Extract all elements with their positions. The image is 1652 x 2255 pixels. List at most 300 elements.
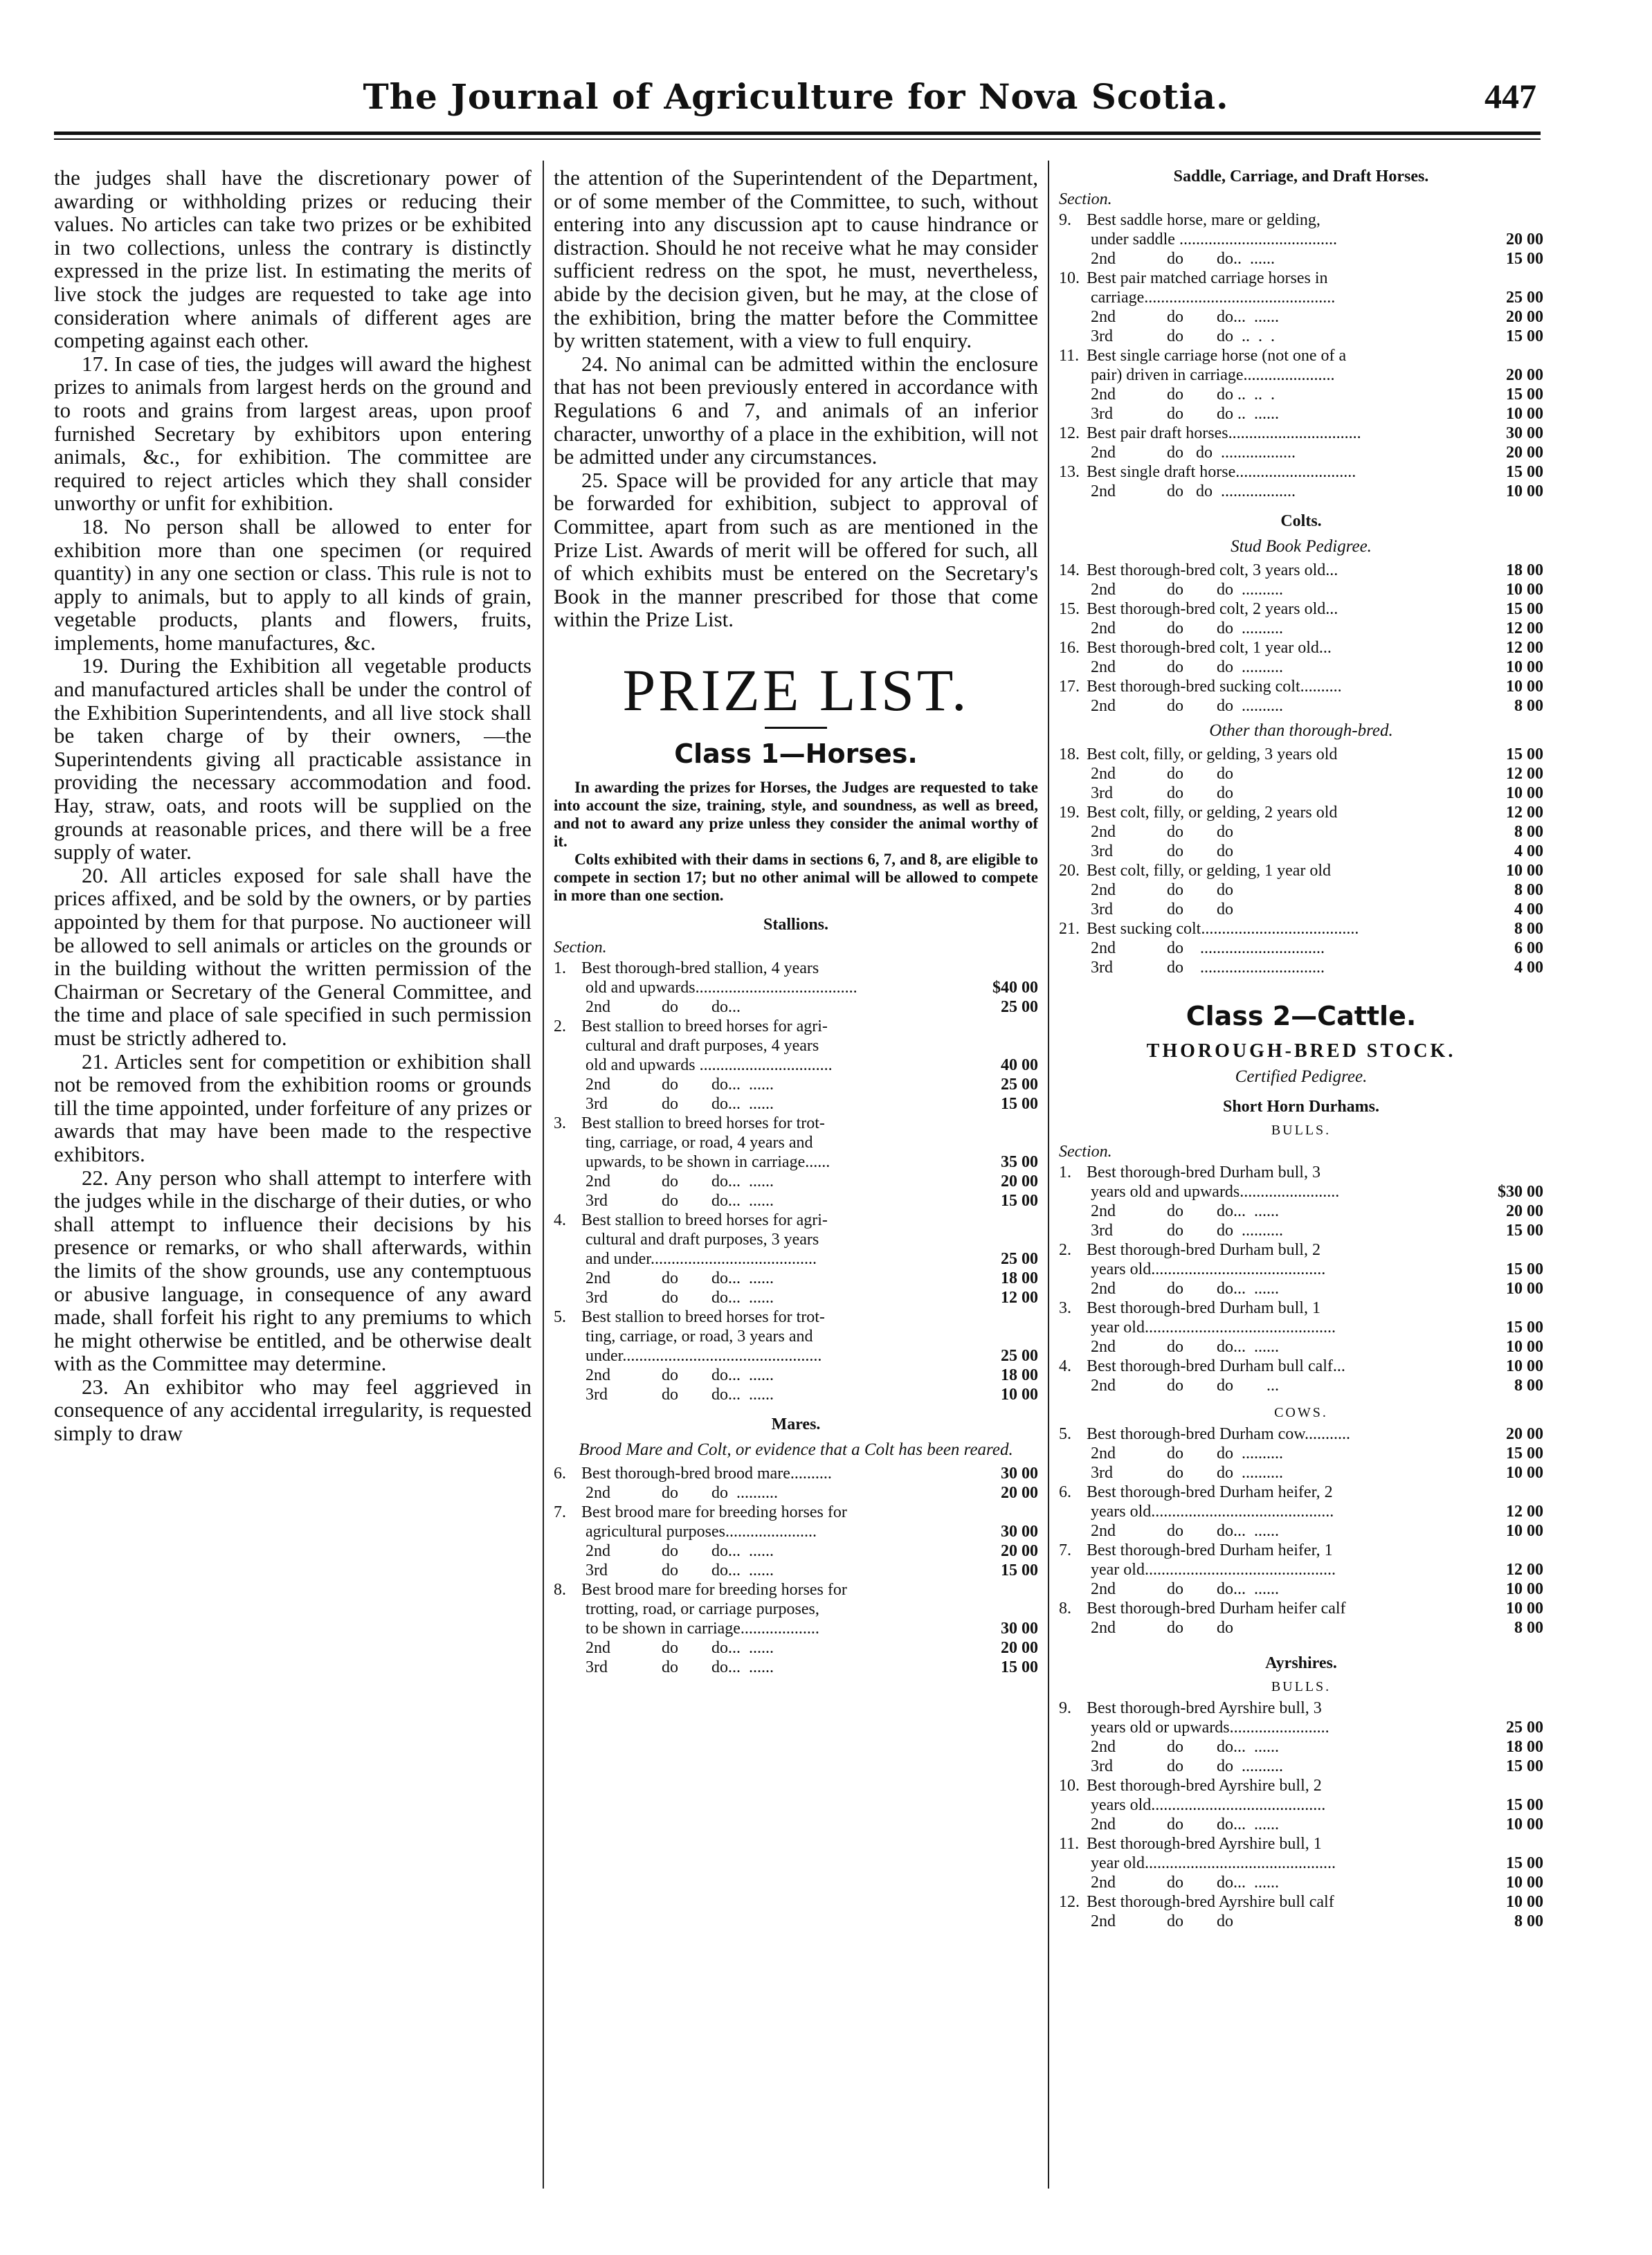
ditto-marks: do do .......... bbox=[1167, 1445, 1283, 1462]
ditto-marks: do do... ...... bbox=[662, 1075, 774, 1094]
journal-title: The Journal of Agriculture for Nova Scotia. bbox=[363, 76, 1229, 117]
entry-description: to be shown in carriage................... bbox=[586, 1619, 819, 1638]
section-number: 20. bbox=[1059, 862, 1080, 880]
prize-entry bbox=[554, 1580, 1038, 1677]
sub-prize-line bbox=[1059, 939, 1543, 958]
sub-prize-line bbox=[554, 1075, 1038, 1094]
entry-line bbox=[1059, 1318, 1543, 1337]
section-number: 11. bbox=[1059, 1835, 1080, 1853]
caps-heading: BULLS. bbox=[1271, 1679, 1332, 1694]
entry-description: Best stallion to breed horses for agri- bbox=[581, 1017, 828, 1035]
sub-prize-line bbox=[554, 1191, 1038, 1211]
entry-line bbox=[1059, 1483, 1543, 1502]
entry-description: Best thorough-bred Durham heifer, 1 bbox=[1087, 1541, 1333, 1559]
entry-line bbox=[1059, 269, 1543, 288]
prize-amount: 8 00 bbox=[1514, 1912, 1543, 1930]
prize-amount: 35 00 bbox=[1001, 1152, 1038, 1171]
entry-description: Best saddle horse, mare or gelding, bbox=[1087, 211, 1320, 229]
subsection-heading: Stallions. bbox=[763, 915, 829, 934]
entry-line bbox=[1059, 638, 1543, 658]
prize-amount: 15 00 bbox=[1506, 1445, 1543, 1462]
subsection-italic: Other than thorough-bred. bbox=[1209, 721, 1393, 740]
prize-entry bbox=[554, 1307, 1038, 1404]
sub-prize-line bbox=[1059, 1376, 1543, 1395]
prize-entry bbox=[1059, 803, 1543, 861]
sub-prize-line bbox=[1059, 822, 1543, 842]
entry-line bbox=[1059, 1560, 1543, 1579]
prize-entry bbox=[1059, 561, 1543, 599]
sub-prize-line bbox=[1059, 443, 1543, 462]
column-divider bbox=[1048, 161, 1049, 2189]
entry-description: pair) driven in carriage...................... bbox=[1091, 366, 1335, 384]
prize-entry bbox=[554, 1464, 1038, 1503]
prize-entry bbox=[1059, 599, 1543, 638]
prize-entry bbox=[1059, 1541, 1543, 1599]
subsection-italic: Brood Mare and Colt, or evidence that a Colt has been reared. bbox=[579, 1440, 1013, 1459]
section-number: 5. bbox=[554, 1307, 566, 1326]
prize-amount: 8 00 bbox=[1514, 920, 1543, 938]
prize-rank: 2nd bbox=[1091, 1280, 1116, 1298]
rule-paragraph: 18. No person shall be allowed to enter for exhibition more than one specimen (or required quantity) in any one section or class. This rule is not to apply to animals, but to apply to all kinds of grain, vegetable products, plants and flowers, fruits, implements, home manufactures, &c. bbox=[54, 514, 532, 655]
ayrshire-bulls-list bbox=[1059, 1699, 1543, 1931]
prize-amount: 25 00 bbox=[1506, 1719, 1543, 1737]
entry-line bbox=[554, 1503, 1038, 1522]
entry-line bbox=[554, 1346, 1038, 1366]
section-number: 4. bbox=[554, 1211, 566, 1229]
prize-amount: 30 00 bbox=[1001, 1464, 1038, 1483]
prize-rank: 2nd bbox=[586, 1638, 610, 1657]
sub-prize-line bbox=[1059, 764, 1543, 784]
subsection-heading: Short Horn Durhams. bbox=[1222, 1098, 1380, 1116]
prize-entry bbox=[554, 959, 1038, 1017]
prize-rank: 2nd bbox=[1091, 1445, 1116, 1462]
entry-description: years old............................................ bbox=[1091, 1503, 1334, 1521]
ditto-marks: do do .. . . bbox=[1167, 327, 1275, 345]
ditto-marks: do do... ...... bbox=[662, 1561, 774, 1579]
entry-description: under................................................ bbox=[586, 1346, 822, 1365]
prize-amount: 15 00 bbox=[1506, 745, 1543, 763]
prize-amount: 10 00 bbox=[1506, 862, 1543, 880]
entry-description: Best thorough-bred Durham bull calf... bbox=[1087, 1357, 1345, 1375]
prize-amount: 15 00 bbox=[1506, 1222, 1543, 1240]
entry-description: years old and upwards........................ bbox=[1091, 1183, 1340, 1201]
prize-amount: 20 00 bbox=[1506, 230, 1543, 248]
prize-rank: 2nd bbox=[586, 1366, 610, 1384]
prize-entry bbox=[1059, 1483, 1543, 1541]
section-number: 10. bbox=[1059, 1777, 1080, 1795]
ditto-marks: do do.. ...... bbox=[1167, 250, 1275, 268]
prize-amount: 10 00 bbox=[1506, 405, 1543, 423]
ditto-marks: do do .......... bbox=[1167, 581, 1283, 599]
entry-description: Best thorough-bred Durham cow........... bbox=[1087, 1425, 1351, 1443]
header-rule bbox=[54, 132, 1541, 135]
sub-prize-line bbox=[1059, 580, 1543, 599]
column-1 bbox=[54, 166, 532, 2215]
prize-amount: 12 00 bbox=[1506, 1503, 1543, 1521]
section-number: 2. bbox=[554, 1017, 566, 1035]
sub-prize-line bbox=[554, 1269, 1038, 1288]
entry-description: Best thorough-bred colt, 1 year old... bbox=[1087, 639, 1332, 657]
sub-prize-line bbox=[1059, 958, 1543, 977]
prize-rank: 2nd bbox=[1091, 939, 1116, 957]
entry-line bbox=[1059, 1854, 1543, 1873]
entry-description: Best thorough-bred Ayrshire bull, 2 bbox=[1087, 1777, 1322, 1795]
sub-prize-line bbox=[1059, 404, 1543, 424]
prize-entry bbox=[1059, 1240, 1543, 1298]
sub-prize-line bbox=[1059, 1757, 1543, 1776]
prize-entry bbox=[1059, 1776, 1543, 1834]
ditto-marks: do do... ...... bbox=[1167, 1522, 1279, 1540]
sub-prize-line bbox=[554, 1638, 1038, 1658]
prize-amount: 30 00 bbox=[1001, 1522, 1038, 1541]
section-number: 15. bbox=[1059, 600, 1080, 618]
ditto-marks: do do... ...... bbox=[662, 1094, 774, 1113]
entry-line bbox=[554, 1056, 1038, 1075]
prize-amount: 20 00 bbox=[1506, 308, 1543, 326]
column-2 bbox=[554, 166, 1038, 2215]
prize-amount: 10 00 bbox=[1506, 658, 1543, 676]
prize-amount: 15 00 bbox=[1001, 1094, 1038, 1113]
prize-entry bbox=[554, 1114, 1038, 1211]
entry-line bbox=[1059, 462, 1543, 482]
section-number: 1. bbox=[1059, 1163, 1071, 1181]
ditto-marks: do do bbox=[1167, 823, 1233, 841]
section-number: 5. bbox=[1059, 1425, 1071, 1443]
prize-amount: 40 00 bbox=[1001, 1056, 1038, 1074]
class-note: In awarding the prizes for Horses, the Judges are requested to take into account the size, training, style, and soundness, as well as breed, and not to award any prize unless they consider the animal worthy of it. bbox=[554, 778, 1038, 850]
entry-line bbox=[1059, 1699, 1543, 1718]
sub-prize-line bbox=[1059, 1737, 1543, 1757]
ditto-marks: do do... ...... bbox=[662, 1541, 774, 1560]
ditto-marks: do do bbox=[1167, 842, 1233, 860]
section-number: 7. bbox=[554, 1503, 566, 1521]
rules-continued bbox=[554, 166, 1038, 631]
entry-line bbox=[1059, 1892, 1543, 1912]
entry-line bbox=[554, 1152, 1038, 1172]
section-number: 3. bbox=[1059, 1299, 1071, 1317]
prize-amount: 20 00 bbox=[1506, 1425, 1543, 1443]
ditto-marks: do do... ...... bbox=[662, 1385, 774, 1404]
prize-amount: 25 00 bbox=[1001, 1075, 1038, 1094]
prize-entry bbox=[1059, 919, 1543, 977]
entry-line bbox=[554, 978, 1038, 997]
section-number: 17. bbox=[1059, 678, 1080, 696]
entry-description: carriage.............................................. bbox=[1091, 289, 1336, 307]
entry-line bbox=[1059, 919, 1543, 939]
rule-paragraph: 22. Any person who shall attempt to interfere with the judges while in the discharge of their duties, or who shall attempt to influence their decisions by his presence or remarks, or who shall afterwards, within the limits of the show grounds, use any contemptuous or abusive language, in consequence of any award made, shall forfeit his right to any premiums to which he might otherwise be entitled, and be otherwise dealt with as the Committee may determine. bbox=[54, 1165, 532, 1376]
sub-prize-line bbox=[554, 1561, 1038, 1580]
prize-amount: 20 00 bbox=[1506, 366, 1543, 384]
entry-description: Best colt, filly, or gelding, 3 years old bbox=[1087, 745, 1338, 763]
prize-amount: 20 00 bbox=[1001, 1541, 1038, 1560]
prize-rank: 2nd bbox=[1091, 1738, 1116, 1756]
class-note: Colts exhibited with their dams in sections 6, 7, and 8, are eligible to compete in section 17; but no other animal will be allowed to compete in more than one section. bbox=[554, 850, 1038, 904]
ditto-marks: do do .................. bbox=[1167, 482, 1296, 500]
saddle-list bbox=[1059, 210, 1543, 501]
entry-description: Best pair matched carriage horses in bbox=[1087, 269, 1328, 287]
prize-rank: 3rd bbox=[586, 1561, 608, 1579]
ditto-marks: do do... ...... bbox=[1167, 1874, 1279, 1892]
entry-description: Best thorough-bred Ayrshire bull, 1 bbox=[1087, 1835, 1322, 1853]
entry-description: old and upwards ................................ bbox=[586, 1056, 833, 1074]
ditto-marks: do do bbox=[1167, 765, 1233, 783]
entry-line bbox=[1059, 1502, 1543, 1521]
class-notes bbox=[554, 779, 1038, 905]
prize-rank: 3rd bbox=[586, 1385, 608, 1404]
prize-amount: 8 00 bbox=[1514, 1619, 1543, 1637]
colts-list bbox=[1059, 561, 1543, 716]
prize-entry bbox=[1059, 1892, 1543, 1931]
prize-entry bbox=[1059, 1599, 1543, 1638]
entry-line bbox=[554, 1211, 1038, 1230]
ditto-marks: do do .......... bbox=[1167, 1757, 1283, 1775]
prize-rank: 3rd bbox=[1091, 327, 1113, 345]
sub-prize-line bbox=[554, 1385, 1038, 1404]
ditto-marks: do do... ...... bbox=[1167, 1738, 1279, 1756]
prize-entry bbox=[554, 1017, 1038, 1114]
entry-line bbox=[554, 1522, 1038, 1541]
prize-amount: 18 00 bbox=[1506, 561, 1543, 579]
colts-list bbox=[1059, 745, 1543, 977]
entry-line bbox=[554, 1249, 1038, 1269]
class-heading: Class 2—Cattle. bbox=[1186, 1001, 1417, 1031]
section-number: 14. bbox=[1059, 561, 1080, 579]
entry-description: Best thorough-bred Ayrshire bull calf bbox=[1087, 1893, 1334, 1911]
prize-amount: 20 00 bbox=[1506, 444, 1543, 462]
sub-prize-line bbox=[1059, 842, 1543, 861]
prize-rank: 2nd bbox=[1091, 881, 1116, 899]
entry-description: Best thorough-bred colt, 3 years old... bbox=[1087, 561, 1338, 579]
prize-entry bbox=[1059, 1298, 1543, 1357]
prize-rank: 2nd bbox=[1091, 386, 1116, 404]
entry-description: old and upwards....................................... bbox=[586, 978, 857, 997]
prize-amount: 10 00 bbox=[1001, 1385, 1038, 1404]
prize-rank: 2nd bbox=[1091, 765, 1116, 783]
prize-amount: 10 00 bbox=[1506, 1522, 1543, 1540]
entry-description: years old or upwards........................ bbox=[1091, 1719, 1329, 1737]
entry-line bbox=[1059, 1182, 1543, 1202]
entry-description: and under........................................ bbox=[586, 1249, 817, 1268]
ditto-marks: do do .......... bbox=[1167, 1464, 1283, 1482]
prize-entry bbox=[1059, 1424, 1543, 1483]
entry-description: Best stallion to breed horses for trot- bbox=[581, 1307, 825, 1326]
entry-line bbox=[554, 1464, 1038, 1483]
sub-prize-line bbox=[1059, 1521, 1543, 1541]
prize-amount: 15 00 bbox=[1506, 1796, 1543, 1814]
entry-line bbox=[1059, 346, 1543, 365]
prize-amount: 18 00 bbox=[1001, 1366, 1038, 1384]
prize-entry bbox=[1059, 638, 1543, 677]
rule-paragraph: the attention of the Superintendent of the Department, or of some member of the Committee, to such, without entering into any discussion apt to cause hindrance or distraction. Should he not receive what he may consider sufficient redress on the spot, he must, nevertheless, abide by the decision given, but he may, at the close of the exhibition, bring the matter before the Committee by written statement, with a view to full enquiry. bbox=[554, 166, 1038, 353]
entry-description: year old.............................................. bbox=[1091, 1854, 1336, 1872]
entry-description: Best single draft horse............................. bbox=[1087, 463, 1356, 481]
entry-line bbox=[1059, 1541, 1543, 1560]
prize-entry bbox=[554, 1211, 1038, 1307]
prize-amount: 10 00 bbox=[1506, 1338, 1543, 1356]
ditto-marks: do do... ...... bbox=[1167, 308, 1279, 326]
entry-line bbox=[1059, 561, 1543, 580]
sub-prize-line bbox=[1059, 784, 1543, 803]
prize-amount: 12 00 bbox=[1506, 639, 1543, 657]
prize-amount: 25 00 bbox=[1001, 997, 1038, 1016]
prize-rank: 2nd bbox=[1091, 1522, 1116, 1540]
prize-amount: 12 00 bbox=[1506, 765, 1543, 783]
prize-entry bbox=[1059, 745, 1543, 803]
prize-rank: 2nd bbox=[1091, 1815, 1116, 1833]
subsection-italic: Stud Book Pedigree. bbox=[1231, 537, 1372, 556]
prize-entry bbox=[1059, 677, 1543, 716]
prize-amount: 25 00 bbox=[1001, 1249, 1038, 1268]
ditto-marks: do do bbox=[1167, 900, 1233, 918]
section-number: 6. bbox=[554, 1464, 566, 1483]
entry-line bbox=[1059, 424, 1543, 443]
prize-amount: 15 00 bbox=[1506, 1319, 1543, 1337]
sub-prize-line bbox=[1059, 1579, 1543, 1599]
subsection-heading: Colts. bbox=[1280, 512, 1322, 530]
entry-description: years old.......................................... bbox=[1091, 1796, 1326, 1814]
prize-amount: 30 00 bbox=[1506, 424, 1543, 442]
entry-line bbox=[1059, 677, 1543, 696]
prize-rank: 2nd bbox=[1091, 581, 1116, 599]
prize-amount: 12 00 bbox=[1506, 619, 1543, 637]
section-number: 6. bbox=[1059, 1483, 1071, 1501]
entry-line bbox=[1059, 745, 1543, 764]
ditto-marks: do do bbox=[1167, 881, 1233, 899]
prize-entry bbox=[1059, 1699, 1543, 1776]
entry-line bbox=[1059, 210, 1543, 230]
prize-amount: 30 00 bbox=[1001, 1619, 1038, 1638]
entry-line bbox=[554, 959, 1038, 978]
rule-paragraph: 19. During the Exhibition all vegetable products and manufactured articles shall be under the control of the Exhibition Superintendents, and all live stock shall be taken charge of by their owners, —the Superintendents giving all practicable assistance in providing the necessary accommodation and food. Hay, straw, oats, and roots will be supplied on the grounds at reasonable prices, and there will be a free supply of water. bbox=[54, 653, 532, 864]
prize-entry bbox=[1059, 462, 1543, 501]
entry-line bbox=[1059, 365, 1543, 385]
page-number: 447 bbox=[1485, 77, 1536, 116]
entry-description: cultural and draft purposes, 4 years bbox=[586, 1036, 819, 1055]
prize-amount: 18 00 bbox=[1506, 1738, 1543, 1756]
prize-rank: 2nd bbox=[1091, 823, 1116, 841]
prize-amount: 10 00 bbox=[1506, 1280, 1543, 1298]
sub-prize-line bbox=[554, 1541, 1038, 1561]
prize-rank: 2nd bbox=[1091, 619, 1116, 637]
entry-line bbox=[554, 1114, 1038, 1133]
prize-amount: 20 00 bbox=[1001, 1172, 1038, 1190]
entry-description: Best thorough-bred Durham heifer, 2 bbox=[1087, 1483, 1333, 1501]
rule-paragraph: 20. All articles exposed for sale shall have the prices affixed, and be sold by the owners, or by parties appointed by them for that purpose. No auctioneer will be allowed to sell animals or articles on the grounds or in the building without the written permission of the Chairman or Secretary of the General Committee, and the time and place of sale specified in such permission must be strictly adhered to. bbox=[54, 862, 532, 1050]
prize-rank: 3rd bbox=[586, 1658, 608, 1676]
entry-description: Best thorough-bred Durham bull, 1 bbox=[1087, 1299, 1320, 1317]
prize-rank: 3rd bbox=[586, 1191, 608, 1210]
prize-entry bbox=[1059, 1357, 1543, 1395]
entry-line bbox=[554, 1600, 1038, 1619]
mares-list bbox=[554, 1464, 1038, 1677]
entry-description: Best brood mare for breeding horses for bbox=[581, 1503, 847, 1521]
column-divider bbox=[543, 161, 544, 2189]
section-label: Section. bbox=[1059, 190, 1112, 208]
durham-cows-list bbox=[1059, 1424, 1543, 1638]
rule-paragraph: 24. No animal can be admitted within the enclosure that has not been previously entered in accordance with Regulations 6 and 7, and animals of an inferior character, unworthy of a place in the exhibition, will not be admitted under any circumstances. bbox=[554, 351, 1038, 469]
sub-prize-line bbox=[1059, 482, 1543, 501]
entry-description: Best pair draft horses................................ bbox=[1087, 424, 1361, 442]
prize-amount: 10 00 bbox=[1506, 482, 1543, 500]
sub-prize-line bbox=[1059, 1873, 1543, 1892]
entry-description: Best colt, filly, or gelding, 1 year old bbox=[1087, 862, 1332, 880]
section-number: 9. bbox=[1059, 211, 1071, 229]
section-number: 13. bbox=[1059, 463, 1080, 481]
prize-rank: 2nd bbox=[1091, 308, 1116, 326]
section-number: 3. bbox=[554, 1114, 566, 1132]
entry-description: trotting, road, or carriage purposes, bbox=[586, 1600, 819, 1618]
prize-rank: 3rd bbox=[1091, 1222, 1113, 1240]
entry-description: under saddle ...................................... bbox=[1091, 230, 1337, 248]
prize-amount: 18 00 bbox=[1001, 1269, 1038, 1287]
prize-amount: 15 00 bbox=[1001, 1191, 1038, 1210]
prize-rank: 3rd bbox=[586, 1288, 608, 1307]
prize-amount: 12 00 bbox=[1506, 804, 1543, 822]
entry-description: Best single carriage horse (not one of a bbox=[1087, 347, 1347, 365]
ditto-marks: do do ... bbox=[1167, 1377, 1279, 1395]
stallions-list bbox=[554, 959, 1038, 1404]
class-heading: Class 1—Horses. bbox=[674, 738, 918, 769]
prize-amount: 10 00 bbox=[1506, 1893, 1543, 1911]
prize-amount: 8 00 bbox=[1514, 1377, 1543, 1395]
prize-rank: 2nd bbox=[586, 1172, 610, 1190]
entry-line bbox=[1059, 1599, 1543, 1618]
entry-description: ting, carriage, or road, 3 years and bbox=[586, 1327, 813, 1346]
sub-prize-line bbox=[554, 1094, 1038, 1114]
prize-rank: 2nd bbox=[586, 1483, 610, 1502]
prize-rank: 3rd bbox=[1091, 900, 1113, 918]
entry-description: Best thorough-bred brood mare.......... bbox=[581, 1464, 832, 1483]
prize-list-title: PRIZE LIST. bbox=[622, 656, 970, 723]
entry-description: years old.......................................... bbox=[1091, 1260, 1326, 1278]
entry-description: Best thorough-bred Durham bull, 2 bbox=[1087, 1241, 1320, 1259]
ditto-marks: do .............................. bbox=[1167, 959, 1325, 977]
section-number: 18. bbox=[1059, 745, 1080, 763]
section-number: 4. bbox=[1059, 1357, 1071, 1375]
entry-description: Best stallion to breed horses for trot- bbox=[581, 1114, 825, 1132]
entry-line bbox=[554, 1133, 1038, 1152]
entry-line bbox=[554, 1230, 1038, 1249]
sub-prize-line bbox=[1059, 1202, 1543, 1221]
ditto-marks: do do... ...... bbox=[1167, 1338, 1279, 1356]
sub-prize-line bbox=[1059, 1221, 1543, 1240]
ditto-marks: do do... ...... bbox=[662, 1658, 774, 1676]
rule-paragraph: 25. Space will be provided for any article that may be forwarded for exhibition, subject to approval of Committee, apart from such as are mentioned in the Prize List. Awards of merit will be offered for such, all of which exhibits must be entered on the Secretary's Book in the manner prescribed for those that come within the Prize List. bbox=[554, 467, 1038, 632]
entry-line bbox=[1059, 1357, 1543, 1376]
sub-prize-line bbox=[1059, 1463, 1543, 1483]
header-rule-thin bbox=[54, 138, 1541, 140]
sub-prize-line bbox=[1059, 249, 1543, 269]
entry-description: Best thorough-bred colt, 2 years old... bbox=[1087, 600, 1338, 618]
ditto-marks: do do... bbox=[662, 997, 741, 1016]
prize-amount: 20 00 bbox=[1506, 1202, 1543, 1220]
entry-description: Best thorough-bred stallion, 4 years bbox=[581, 959, 819, 977]
sub-prize-line bbox=[554, 1483, 1038, 1503]
prize-amount: 15 00 bbox=[1506, 1757, 1543, 1775]
prize-amount: 4 00 bbox=[1514, 842, 1543, 860]
ditto-marks: do do .......... bbox=[1167, 1222, 1283, 1240]
prize-rank: 2nd bbox=[586, 1269, 610, 1287]
prize-amount: 10 00 bbox=[1506, 581, 1543, 599]
sub-prize-line bbox=[1059, 327, 1543, 346]
prize-rank: 2nd bbox=[586, 997, 610, 1016]
prize-amount: 15 00 bbox=[1001, 1561, 1038, 1579]
prize-entry bbox=[1059, 210, 1543, 269]
entry-line bbox=[1059, 599, 1543, 619]
prize-amount: 10 00 bbox=[1506, 1580, 1543, 1598]
ditto-marks: do do... ...... bbox=[662, 1269, 774, 1287]
prize-rank: 2nd bbox=[1091, 1580, 1116, 1598]
